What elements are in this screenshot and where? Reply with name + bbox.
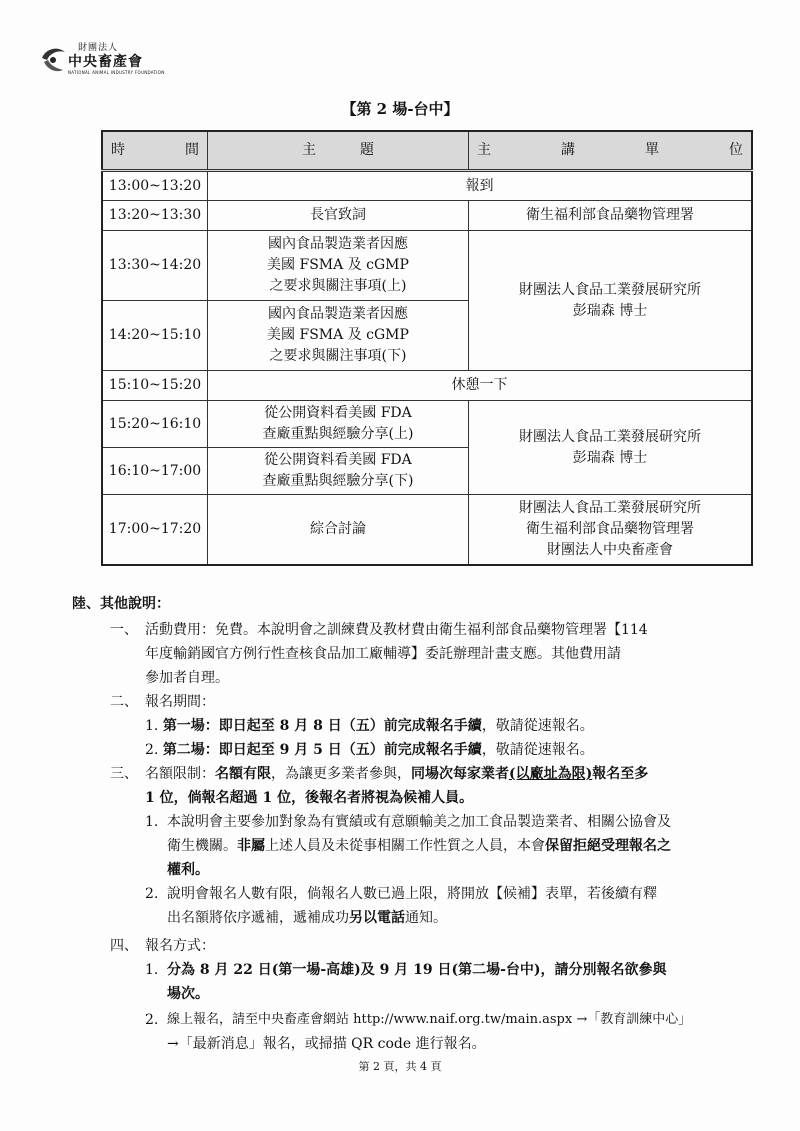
row-time: 14:20~15:10 [102,301,208,371]
row-speaker: 財團法人食品工業發展研究所 衛生福利部食品藥物管理署 財團法人中央畜產會 [469,495,753,565]
s1-line1: 活動費用：免費。本說明會之訓練費及教材費由衛生福利部食品藥物管理署【114 [145,622,648,638]
row-topic: 國內食品製造業者因應 美國 FSMA 及 cGMP 之要求與關注事項(下) [208,301,469,371]
s2-item1: 1. 第一場：即日起至 8 月 8 日（五）前完成報名手續，敬請從速報名。 [145,718,594,734]
row-topic: 從公開資料看美國 FDA 查廠重點與經驗分享(上) [208,401,469,448]
schedule-table [101,130,753,566]
row-time: 15:10~15:20 [102,371,208,401]
header-time: 時 間 [102,131,208,171]
s3-item2-line1: 說明會報名人數有限，倘報名人數已過上限，將開放【候補】表單，若後續有釋 [167,886,657,902]
logo-english-name: NATIONAL ANIMAL INDUSTRY FOUNDATION [68,70,165,75]
row-speaker-group: 財團法人食品工業發展研究所 彭瑞森 博士 [469,231,753,371]
s3-item2-num: 2. [145,886,159,902]
logo-small-text: 財團法人 [78,43,119,53]
s4-title: 報名方式： [145,938,215,954]
logo-org-name: 中央畜產會 [68,54,143,70]
s4-item1-line1: 分為 8 月 22 日(第一場-高雄)及 9 月 19 日(第二場-台中)，請分別報名欲參與 [167,962,667,978]
table-row [102,371,752,401]
row-topic: 長官致詞 [208,201,469,231]
s3-item1-num: 1. [145,814,159,830]
page-footer: 第 2 頁，共 4 頁 [358,1060,442,1073]
row-time: 15:20~16:10 [102,401,208,448]
s3-item1-line3: 權利。 [167,862,209,878]
row-speaker: 衛生福利部食品藥物管理署 [469,201,753,231]
header-topic: 主 題 [208,131,469,171]
s3-item1-line1: 本說明會主要參加對象為有實績或有意願輸美之加工食品製造業者、相關公協會及 [167,814,671,830]
row-time: 13:20~13:30 [102,201,208,231]
s3-item2-line2: 出名額將依序遞補，遞補成功另以電話通知。 [167,910,447,926]
section-number: 二、 [110,694,138,710]
session-title: 【第 2 場-台中】 [341,100,459,118]
notes-heading: 陸、其他說明： [72,596,170,612]
s4-item1-num: 1. [145,962,159,978]
logo [38,40,168,80]
section-number: 三、 [110,766,138,782]
s3-item1-line2: 衛生機關。非屬上述人員及未從事相關工作性質之人員，本會保留拒絕受理報名之 [167,838,671,854]
s4-item2-line1: 線上報名，請至中央畜產會網站 http://www.naif.org.tw/main.aspx →「教育訓練中心」 [167,1012,692,1027]
row-speaker-group: 財團法人食品工業發展研究所 彭瑞森 博士 [469,401,753,495]
section-number: 一、 [110,622,138,638]
s2-item2: 2. 第二場：即日起至 9 月 5 日（五）前完成報名手續，敬請從速報名。 [145,742,594,758]
row-time: 17:00~17:20 [102,495,208,565]
s4-item2-num: 2. [145,1012,159,1028]
table-row [102,401,752,448]
row-topic: 國內食品製造業者因應 美國 FSMA 及 cGMP 之要求與關注事項(上) [208,231,469,301]
table-row [102,171,752,201]
section-number: 四、 [110,938,138,954]
s4-item1-line2: 場次。 [167,986,209,1002]
row-time: 13:00~13:20 [102,171,208,201]
row-merged: 休憩一下 [208,371,753,401]
logo-mark-icon [38,40,68,80]
row-topic: 綜合討論 [208,495,469,565]
s4-item2-line2: →「最新消息」報名，或掃描 QR code 進行報名。 [167,1036,486,1052]
s1-line3: 參加者自理。 [145,670,229,686]
table-row [102,495,752,565]
s3-line1: 名額限制：名額有限，為讓更多業者參與，同場次每家業者(以廠址為限)報名至多 [145,766,649,782]
table-row [102,201,752,231]
table-header-row [102,131,752,171]
s1-line2: 年度輸銷國官方例行性查核食品加工廠輔導】委託辦理計畫支應。其他費用請 [145,646,621,662]
row-topic: 從公開資料看美國 FDA 查廠重點與經驗分享(下) [208,448,469,495]
table-row [102,231,752,301]
row-merged: 報到 [208,171,753,201]
header-speaker: 主 講 單 位 [469,131,753,171]
s3-line2: 1 位，倘報名超過 1 位，後報名者將視為候補人員。 [145,790,474,806]
row-time: 13:30~14:20 [102,231,208,301]
row-time: 16:10~17:00 [102,448,208,495]
s2-title: 報名期間： [145,694,215,710]
